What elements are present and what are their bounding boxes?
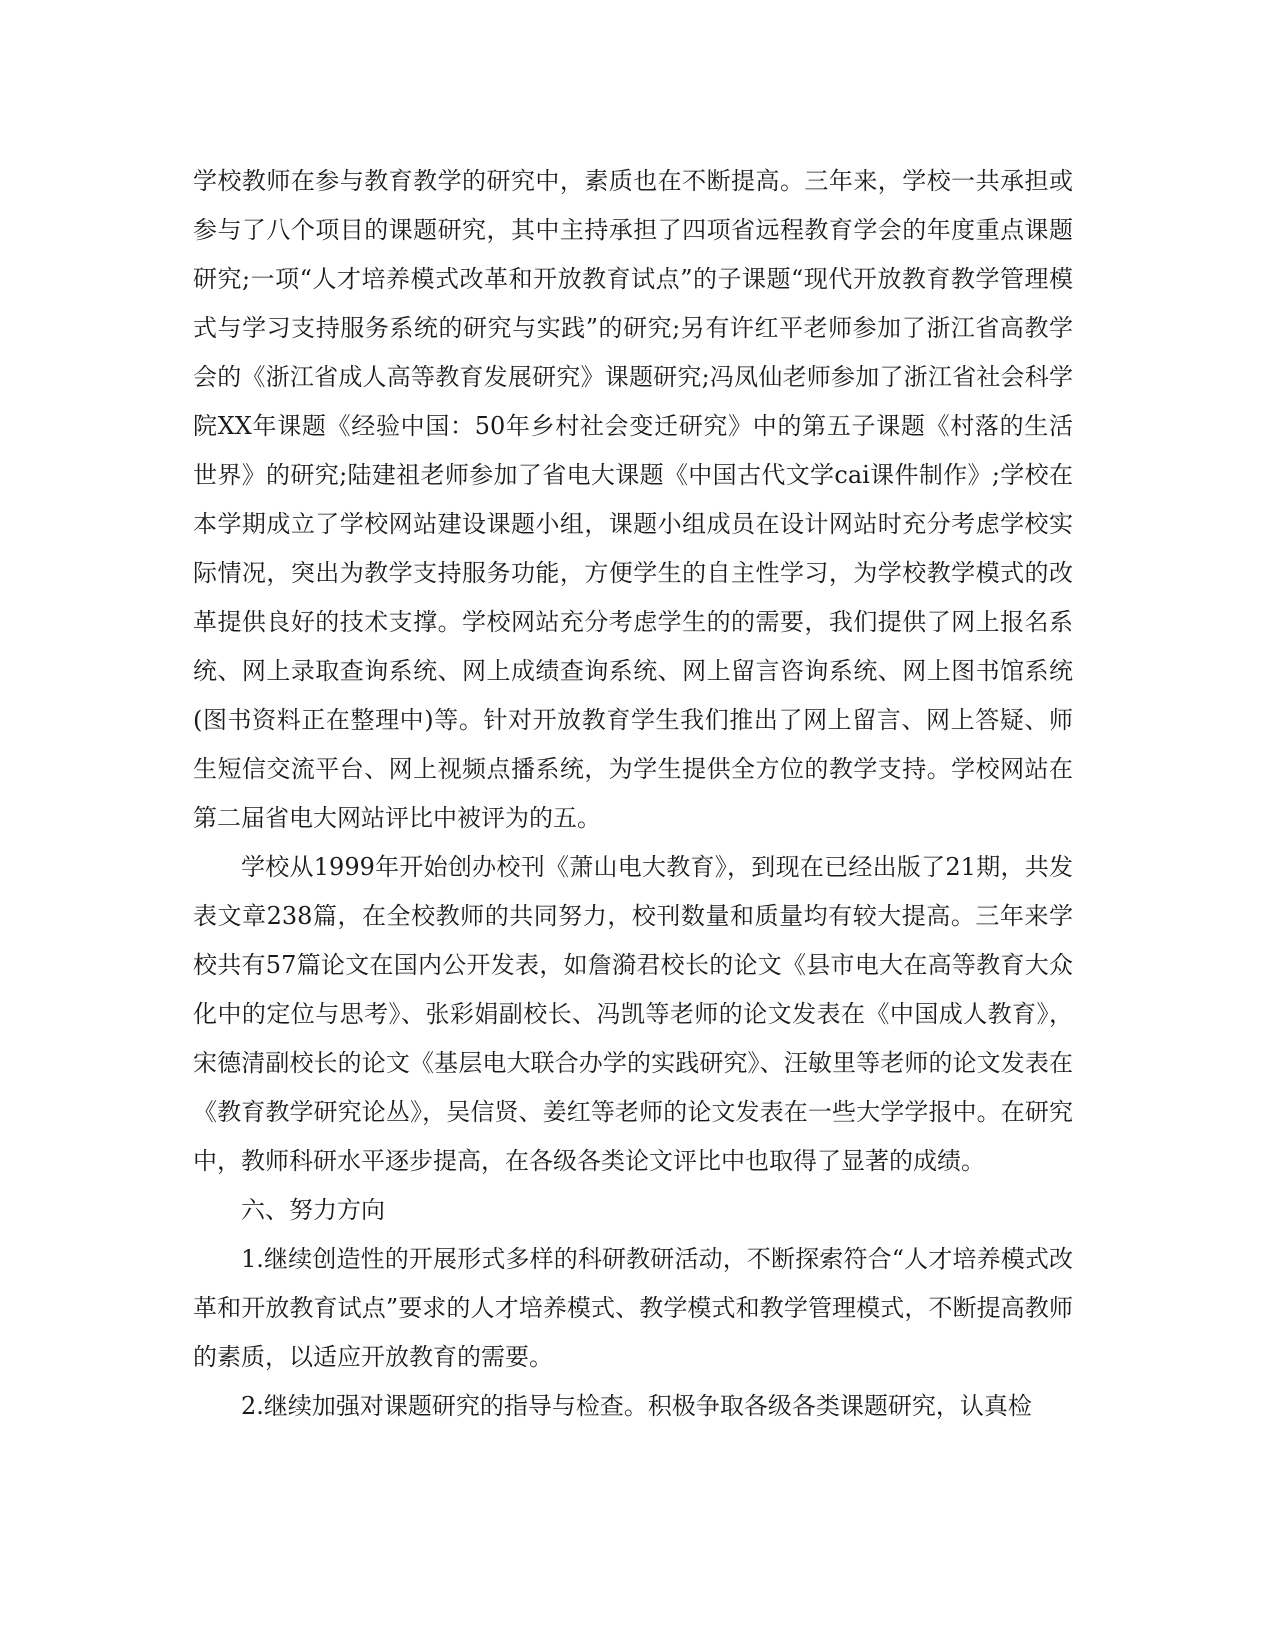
paragraph-journal-papers: 学校从1999年开始创办校刊《萧山电大教育》，到现在已经出版了21期，共发表文章238篇，在全校教师的共同努力，校刊数量和质量均有较大提高。三年来学校共有57篇论文在国内公开发表，如詹漪君校长的论文《县市电大在高等教育大众化中的定位与思考》、张彩娟副校长、冯凯等老师的论文发表在《中国成人教育》，宋德清副校长的论文《基层电大联合办学的实践研究》、汪敏里等老师的论文发表在《教育教学研究论丛》，吴信贤、姜红等老师的论文发表在一些大学学报中。在研究中，教师科研水平逐步提高，在各级各类论文评比中也取得了显著的成绩。 — [193, 853, 1073, 1175]
paragraph-direction-2: 2.继续加强对课题研究的指导与检查。积极争取各级各类课题研究，认真检 — [241, 1392, 1032, 1420]
section-heading: 六、努力方向 — [241, 1196, 385, 1224]
document-body — [193, 157, 1073, 1431]
paragraph-research-projects: 学校教师在参与教育教学的研究中，素质也在不断提高。三年来，学校一共承担或参与了八个项目的课题研究，其中主持承担了四项省远程教育学会的年度重点课题研究;一项“人才培养模式改革和开放教育试点”的子课题“现代开放教育教学管理模式与学习支持服务系统的研究与实践”的研究;另有许红平老师参加了浙江省高教学会的《浙江省成人高等教育发展研究》课题研究;冯凤仙老师参加了浙江省社会科学院XX年课题《经验中国：50年乡村社会变迁研究》中的第五子课题《村落的生活世界》的研究;陆建祖老师参加了省电大课题《中国古代文学cai课件制作》;学校在本学期成立了学校网站建设课题小组，课题小组成员在设计网站时充分考虑学校实际情况，突出为教学支持服务功能，方便学生的自主性学习，为学校教学模式的改革提供良好的技术支撑。学校网站充分考虑学生的的需要，我们提供了网上报名系统、网上录取查询系统、网上成绩查询系统、网上留言咨询系统、网上图书馆系统(图书资料正在整理中)等。针对开放教育学生我们推出了网上留言、网上答疑、师生短信交流平台、网上视频点播系统，为学生提供全方位的教学支持。学校网站在第二届省电大网站评比中被评为的五。 — [193, 167, 1073, 832]
paragraph-direction-1: 1.继续创造性的开展形式多样的科研教研活动，不断探索符合“人才培养模式改革和开放教育试点”要求的人才培养模式、教学模式和教学管理模式，不断提高教师的素质，以适应开放教育的需要。 — [193, 1245, 1073, 1371]
